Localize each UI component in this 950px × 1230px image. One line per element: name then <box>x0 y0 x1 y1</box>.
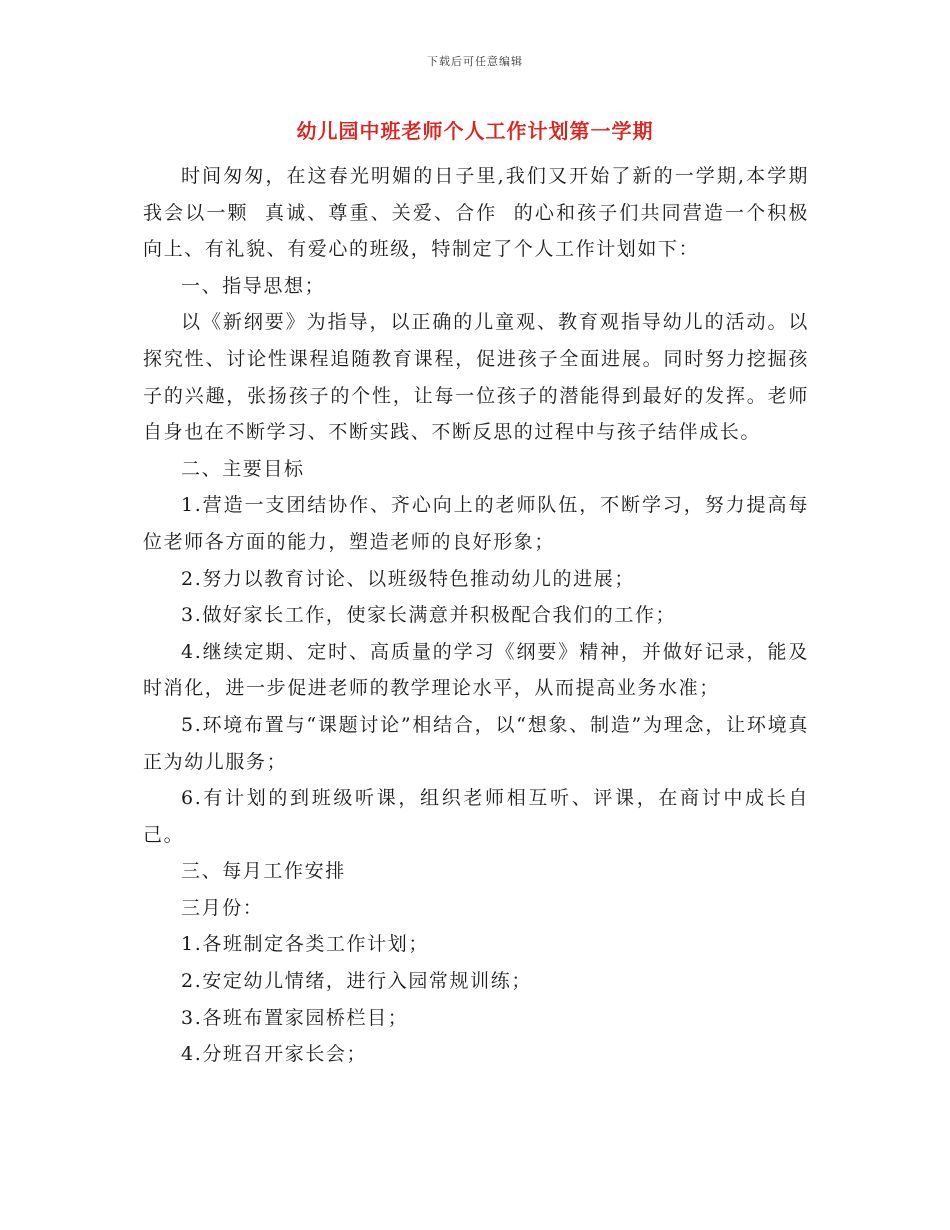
section-heading-main-goals: 二、主要目标 <box>181 457 305 480</box>
section-heading-monthly-plan: 三、每月工作安排 <box>181 860 346 883</box>
goal-item-3: 3.做好家长工作，使家长满意并积极配合我们的工作； <box>181 604 677 627</box>
header-note: 下载后可任意编辑 <box>427 55 523 68</box>
march-item-3: 3.各班布置家园桥栏目； <box>181 1006 409 1029</box>
goal-item-5: 5.环境布置与“课题讨论”相结合，以“想象、制造”为理念，让环境真正为幼儿服务； <box>143 713 809 773</box>
month-heading-march: 三月份： <box>181 896 264 919</box>
document-body <box>143 158 809 1073</box>
section-heading-guiding-ideology: 一、指导思想； <box>181 274 326 297</box>
goal-item-1: 1.营造一支团结协作、齐心向上的老师队伍，不断学习，努力提高每位老师各方面的能力，塑造老师的良好形象； <box>143 494 809 553</box>
goal-item-4: 4.继续定期、定时、高质量的学习《纲要》精神，并做好记录，能及时消化，进一步促进老师的教学理论水平，从而提高业务水准； <box>143 640 809 700</box>
intro-paragraph: 时间匆匆，在这春光明媚的日子里,我们又开始了新的一学期,本学期我会以一颗 真诚、尊重、关爱、合作 的心和孩子们共同营造一个积极向上、有礼貌、有爱心的班级，特制定了个人工作计划如下： <box>143 165 809 261</box>
march-item-2: 2.安定幼儿情绪，进行入园常规训练； <box>181 970 532 993</box>
march-item-4: 4.分班召开家长会； <box>181 1043 368 1066</box>
document-title: 幼儿园中班老师个人工作计划第一学期 <box>296 119 654 143</box>
march-item-1: 1.各班制定各类工作计划； <box>181 933 429 956</box>
goal-item-6: 6.有计划的到班级听课，组织老师相互听、评课，在商讨中成长自己。 <box>143 787 809 846</box>
goal-item-2: 2.努力以教育讨论、以班级特色推动幼儿的进展； <box>181 567 635 590</box>
guiding-ideology-paragraph: 以《新纲要》为指导，以正确的儿童观、教育观指导幼儿的活动。以探究性、讨论性课程追随教育课程，促进孩子全面进展。同时努力挖掘孩子的兴趣，张扬孩子的个性，让每一位孩子的潜能得到最好的发挥。老师自身也在不断学习、不断实践、不断反思的过程中与孩子结伴成长。 <box>143 311 809 444</box>
